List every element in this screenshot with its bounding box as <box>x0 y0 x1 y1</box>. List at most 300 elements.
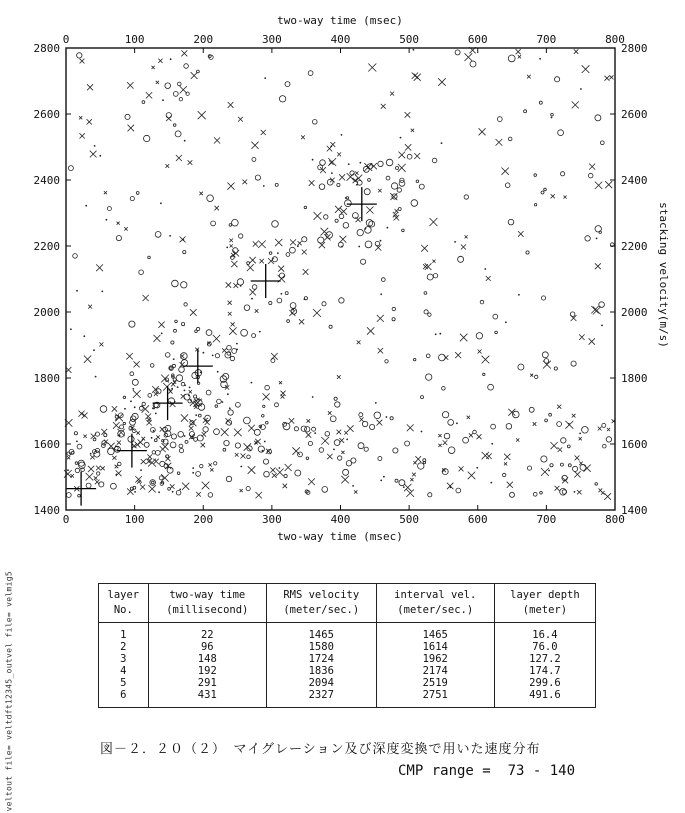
scatter-cross-marker <box>136 431 139 434</box>
scatter-cross-marker <box>256 492 262 498</box>
scatter-dot-marker <box>240 285 242 287</box>
scatter-circle-marker <box>493 314 498 319</box>
scatter-circle-marker <box>269 301 272 304</box>
scatter-cross-marker <box>430 218 438 226</box>
scatter-cross-marker <box>502 168 509 175</box>
scatter-dot-marker <box>435 333 437 335</box>
scatter-circle-marker <box>230 356 234 360</box>
scatter-dot-marker <box>279 467 281 469</box>
scatter-cross-marker <box>247 264 254 271</box>
scatter-circle-marker <box>426 374 432 380</box>
scatter-cross-marker <box>272 473 277 478</box>
scatter-cross-marker <box>302 250 307 255</box>
scatter-circle-marker <box>104 434 107 437</box>
scatter-cross-marker <box>504 462 507 465</box>
scatter-circle-marker <box>107 207 111 211</box>
scatter-cross-marker <box>279 381 282 384</box>
scatter-circle-marker <box>283 422 287 426</box>
scatter-circle-marker <box>196 472 201 477</box>
scatter-cross-marker <box>90 151 97 158</box>
scatter-circle-marker <box>176 375 183 382</box>
scatter-circle-marker <box>329 325 332 328</box>
scatter-dot-marker <box>171 388 173 390</box>
header-layer: layer No. <box>99 584 149 623</box>
scatter-dot-marker <box>124 408 126 410</box>
x-tick-label-bottom: 100 <box>124 513 145 526</box>
scatter-dot-marker <box>172 491 174 493</box>
scatter-cross-marker <box>134 361 140 367</box>
scatter-cross-marker <box>96 466 101 471</box>
scatter-dot-marker <box>297 245 299 247</box>
scatter-circle-marker <box>179 449 183 453</box>
scatter-cross-marker <box>88 305 92 309</box>
scatter-dot-marker <box>454 241 456 243</box>
scatter-circle-marker <box>132 379 138 385</box>
scatter-cross-marker <box>438 434 441 437</box>
scatter-circle-marker <box>503 473 506 476</box>
scatter-cross-marker <box>263 393 270 400</box>
scatter-circle-marker <box>567 445 570 448</box>
scatter-cross-marker <box>306 432 312 438</box>
scatter-cross-marker <box>231 261 237 267</box>
scatter-circle-marker <box>237 279 243 285</box>
scatter-circle-marker <box>442 387 446 391</box>
scatter-cross-marker <box>303 269 309 275</box>
scatter-circle-marker <box>544 359 549 364</box>
scatter-cross-marker <box>595 182 602 189</box>
scatter-circle-marker <box>325 432 330 437</box>
scatter-circle-marker <box>456 488 461 493</box>
scatter-cross-marker <box>270 468 275 473</box>
scatter-dot-marker <box>85 205 87 207</box>
scatter-cross-marker <box>330 178 335 183</box>
scatter-cross-marker <box>227 183 234 190</box>
scatter-cross-marker <box>96 264 103 271</box>
scatter-circle-marker <box>178 432 184 438</box>
scatter-cross-marker <box>405 112 411 118</box>
scatter-cross-marker <box>90 455 94 459</box>
scatter-circle-marker <box>308 71 313 76</box>
y-tick-label-right: 2800 <box>621 42 648 55</box>
scatter-circle-marker <box>463 437 469 443</box>
scatter-circle-marker <box>392 318 395 321</box>
scatter-cross-marker <box>64 470 72 478</box>
scatter-dot-marker <box>153 408 155 410</box>
scatter-circle-marker <box>304 206 307 209</box>
scatter-dot-marker <box>312 396 314 398</box>
scatter-dot-marker <box>312 159 314 161</box>
scatter-dot-marker <box>184 140 186 142</box>
scatter-cross-marker <box>407 424 414 431</box>
scatter-dot-marker <box>596 238 598 240</box>
y-tick-label-right: 2200 <box>621 240 648 253</box>
scatter-circle-marker <box>175 320 178 323</box>
scatter-dot-marker <box>94 145 96 147</box>
scatter-cross-marker <box>516 49 521 54</box>
scatter-cross-marker <box>94 476 98 480</box>
scatter-circle-marker <box>173 92 178 97</box>
scatter-cross-marker <box>390 92 394 96</box>
scatter-circle-marker <box>351 458 356 463</box>
scatter-circle-marker <box>534 174 537 177</box>
scatter-dot-marker <box>160 202 162 204</box>
scatter-dot-marker <box>184 435 186 437</box>
scatter-cross-marker <box>551 194 555 198</box>
scatter-circle-marker <box>252 285 257 290</box>
scatter-cross-marker <box>221 428 229 436</box>
scatter-dot-marker <box>539 58 541 60</box>
scatter-cross-marker <box>330 142 335 147</box>
scatter-cross-marker <box>228 312 232 316</box>
scatter-circle-marker <box>130 420 136 426</box>
scatter-circle-marker <box>166 113 171 118</box>
scatter-cross-marker <box>412 73 418 79</box>
plot-frame <box>66 48 615 510</box>
scatter-circle-marker <box>264 471 270 477</box>
scatter-circle-marker <box>426 354 430 358</box>
scatter-circle-marker <box>150 480 156 486</box>
scatter-cross-marker <box>423 264 428 269</box>
scatter-circle-marker <box>279 96 285 102</box>
scatter-cross-marker <box>399 152 406 159</box>
scatter-cross-marker <box>115 465 119 469</box>
scatter-dot-marker <box>574 491 576 493</box>
scatter-dot-marker <box>568 423 570 425</box>
scatter-cross-marker <box>166 164 170 168</box>
scatter-cross-marker <box>209 463 212 466</box>
x-tick-label-bottom: 400 <box>330 513 351 526</box>
scatter-cross-marker <box>229 239 233 243</box>
scatter-cross-marker <box>283 484 288 489</box>
scatter-circle-marker <box>165 378 169 382</box>
scatter-dot-marker <box>380 240 382 242</box>
scatter-circle-marker <box>123 396 125 398</box>
scatter-dot-marker <box>148 461 150 463</box>
scatter-cross-marker <box>249 289 256 296</box>
scatter-cross-marker <box>309 180 315 186</box>
cmp-range-label: CMP range = 73 - 140 <box>398 763 576 779</box>
scatter-circle-marker <box>277 298 282 303</box>
scatter-cross-marker <box>551 442 558 449</box>
scatter-dot-marker <box>360 162 362 164</box>
scatter-cross-marker <box>180 237 186 243</box>
scatter-cross-marker <box>126 353 133 360</box>
scatter-cross-marker <box>140 485 145 490</box>
scatter-cross-marker <box>486 453 492 459</box>
scatter-cross-marker <box>117 441 121 445</box>
scatter-circle-marker <box>585 236 590 241</box>
scatter-cross-marker <box>516 438 519 441</box>
scatter-dot-marker <box>177 386 179 388</box>
scatter-circle-marker <box>75 462 78 465</box>
scatter-circle-marker <box>232 219 239 226</box>
scatter-circle-marker <box>595 483 598 486</box>
scatter-circle-marker <box>152 481 155 484</box>
scatter-circle-marker <box>419 184 424 189</box>
scatter-cross-marker <box>308 478 315 485</box>
scatter-dot-marker <box>386 416 388 418</box>
scatter-cross-marker <box>210 468 213 471</box>
scatter-circle-marker <box>539 101 542 104</box>
scatter-cross-marker <box>290 239 296 245</box>
scatter-circle-marker <box>286 253 290 257</box>
scatter-circle-marker <box>483 373 485 375</box>
scatter-cross-marker <box>108 443 115 450</box>
scatter-dot-marker <box>413 49 415 51</box>
scatter-dot-marker <box>101 291 103 293</box>
x-tick-label-top: 0 <box>62 33 70 46</box>
scatter-circle-marker <box>200 464 203 467</box>
scatter-circle-marker <box>244 305 250 311</box>
scatter-circle-marker <box>73 254 78 259</box>
scatter-cross-marker <box>438 444 441 447</box>
scatter-dot-marker <box>222 401 224 403</box>
scatter-circle-marker <box>215 405 218 408</box>
scatter-circle-marker <box>395 479 398 482</box>
scatter-circle-marker <box>139 270 144 275</box>
scatter-circle-marker <box>324 215 328 219</box>
x-tick-label-bottom: 600 <box>467 513 488 526</box>
scatter-circle-marker <box>455 50 460 55</box>
scatter-dot-marker <box>333 449 335 451</box>
scatter-cross-marker <box>289 418 294 423</box>
scatter-cross-marker <box>337 375 341 379</box>
scatter-cross-marker <box>589 338 595 344</box>
x-tick-label-top: 600 <box>467 33 488 46</box>
scatter-cross-marker <box>299 319 304 324</box>
scatter-cross-marker <box>507 482 513 488</box>
scatter-circle-marker <box>444 433 450 439</box>
scatter-circle-marker <box>173 378 176 381</box>
y-tick-label-right: 1600 <box>621 438 648 451</box>
scatter-circle-marker <box>535 375 538 378</box>
scatter-cross-marker <box>604 493 611 500</box>
scatter-circle-marker <box>427 274 433 280</box>
scatter-cross-marker <box>572 414 576 418</box>
scatter-cross-marker <box>479 128 486 135</box>
scatter-dot-marker <box>551 117 553 119</box>
scatter-circle-marker <box>386 176 390 180</box>
scatter-cross-marker <box>124 227 127 230</box>
scatter-cross-marker <box>455 352 461 358</box>
scatter-cross-marker <box>360 417 364 421</box>
scatter-cross-marker <box>410 478 413 481</box>
scatter-dot-marker <box>140 469 142 471</box>
scatter-cross-marker <box>231 322 235 326</box>
scatter-circle-marker <box>313 120 318 125</box>
scatter-circle-marker <box>125 114 130 119</box>
x-tick-label-bottom: 200 <box>193 513 214 526</box>
scatter-circle-marker <box>602 423 606 427</box>
scatter-cross-marker <box>421 245 428 252</box>
scatter-cross-marker <box>575 456 580 461</box>
scatter-circle-marker <box>198 414 201 417</box>
scatter-dot-marker <box>184 390 186 392</box>
scatter-circle-marker <box>508 137 512 141</box>
scatter-dot-marker <box>346 439 348 441</box>
scatter-circle-marker <box>510 492 515 497</box>
scatter-dot-marker <box>170 58 172 60</box>
scatter-cross-marker <box>465 235 468 238</box>
scatter-dot-marker <box>380 293 382 295</box>
scatter-circle-marker <box>396 167 399 170</box>
scatter-circle-marker <box>448 447 455 454</box>
scatter-circle-marker <box>375 241 379 245</box>
top-axis-title: two-way time (msec) <box>277 14 403 27</box>
x-tick-label-top: 800 <box>605 33 625 46</box>
scatter-circle-marker <box>335 402 340 407</box>
scatter-cross-marker <box>579 334 585 340</box>
scatter-cross-marker <box>301 135 305 139</box>
scatter-circle-marker <box>290 247 296 253</box>
scatter-dot-marker <box>314 432 316 434</box>
scatter-dot-marker <box>179 489 181 491</box>
scatter-cross-marker <box>478 350 482 354</box>
scatter-circle-marker <box>393 448 398 453</box>
scatter-circle-marker <box>568 464 571 467</box>
scatter-dot-marker <box>132 388 134 390</box>
scatter-cross-marker <box>460 334 468 342</box>
scatter-circle-marker <box>322 302 326 306</box>
scatter-circle-marker <box>99 482 104 487</box>
scatter-circle-marker <box>421 396 424 399</box>
scatter-cross-marker <box>530 374 533 377</box>
scatter-circle-marker <box>142 101 145 104</box>
scatter-circle-marker <box>229 224 232 227</box>
scatter-circle-marker <box>179 367 185 373</box>
scatter-circle-marker <box>175 131 181 137</box>
scatter-circle-marker <box>390 417 393 420</box>
scatter-dot-marker <box>476 467 478 469</box>
scatter-circle-marker <box>252 334 256 338</box>
scatter-circle-marker <box>186 92 189 95</box>
scatter-circle-marker <box>541 456 547 462</box>
scatter-circle-marker <box>120 425 124 429</box>
scatter-circle-marker <box>599 302 605 308</box>
scatter-circle-marker <box>397 188 401 192</box>
scatter-circle-marker <box>150 364 154 368</box>
scatter-cross-marker <box>153 459 158 464</box>
scatter-circle-marker <box>541 296 545 300</box>
scatter-cross-marker <box>189 390 192 393</box>
scatter-circle-marker <box>416 180 419 183</box>
scatter-circle-marker <box>165 83 171 89</box>
table-row: 5 291 2094 2519 299.6 <box>99 677 596 689</box>
scatter-cross-marker <box>584 465 591 472</box>
scatter-dot-marker <box>90 453 92 455</box>
scatter-circle-marker <box>155 232 161 238</box>
scatter-cross-marker <box>235 453 239 457</box>
scatter-dot-marker <box>383 476 385 478</box>
scatter-cross-marker <box>189 426 194 431</box>
scatter-circle-marker <box>458 256 464 262</box>
scatter-cross-marker <box>261 130 266 135</box>
scatter-dot-marker <box>153 430 155 432</box>
scatter-dot-marker <box>264 441 266 443</box>
scatter-circle-marker <box>527 466 531 470</box>
table-row: 2 96 1580 1614 76.0 <box>99 641 596 653</box>
scatter-cross-marker <box>368 64 376 72</box>
scatter-cross-marker <box>80 133 85 138</box>
scatter-circle-marker <box>255 175 260 180</box>
y-tick-label-left: 2400 <box>33 174 60 187</box>
scatter-cross-marker <box>152 66 155 69</box>
scatter-circle-marker <box>573 466 578 471</box>
scatter-dot-marker <box>441 142 443 144</box>
scatter-circle-marker <box>505 183 510 188</box>
scatter-dot-marker <box>348 163 350 165</box>
scatter-cross-marker <box>253 241 258 246</box>
x-tick-label-bottom: 700 <box>536 513 557 526</box>
header-rms-velocity: RMS velocity (meter/sec.) <box>266 584 376 623</box>
scatter-cross-marker <box>564 196 567 199</box>
scatter-circle-marker <box>529 407 534 412</box>
scatter-dot-marker <box>106 219 108 221</box>
scatter-circle-marker <box>176 490 181 495</box>
scatter-dot-marker <box>240 466 242 468</box>
scatter-cross-marker <box>95 480 100 485</box>
scatter-dot-marker <box>601 325 603 327</box>
scatter-dot-marker <box>192 472 194 474</box>
scatter-circle-marker <box>228 410 233 415</box>
scatter-circle-marker <box>179 444 183 448</box>
scatter-cross-marker <box>233 283 238 288</box>
scatter-circle-marker <box>549 413 552 416</box>
scatter-circle-marker <box>197 70 200 73</box>
scatter-circle-marker <box>433 274 437 278</box>
scatter-cross-marker <box>341 451 344 454</box>
scatter-circle-marker <box>181 353 188 360</box>
scatter-circle-marker <box>339 298 344 303</box>
scatter-dot-marker <box>251 382 253 384</box>
scatter-dot-marker <box>580 88 582 90</box>
scatter-circle-marker <box>424 292 427 295</box>
scatter-cross-marker <box>154 392 158 396</box>
scatter-dot-marker <box>155 413 157 415</box>
scatter-circle-marker <box>86 483 91 488</box>
scatter-circle-marker <box>214 429 220 435</box>
scatter-dot-marker <box>251 298 253 300</box>
header-interval-velocity: interval vel. (meter/sec.) <box>376 584 494 623</box>
y-tick-label-left: 2200 <box>33 240 60 253</box>
scatter-cross-marker <box>87 119 92 124</box>
scatter-circle-marker <box>470 61 476 67</box>
scatter-cross-marker <box>609 75 613 79</box>
scatter-cross-marker <box>367 327 374 334</box>
scatter-circle-marker <box>374 412 381 419</box>
scatter-dot-marker <box>456 422 458 424</box>
scatter-cross-marker <box>565 421 573 429</box>
scatter-circle-marker <box>66 493 71 498</box>
scatter-circle-marker <box>491 424 496 429</box>
scatter-dot-marker <box>134 406 136 408</box>
scatter-circle-marker <box>319 448 324 453</box>
scatter-circle-marker <box>266 421 269 424</box>
scatter-cross-marker <box>292 447 300 455</box>
scatter-dot-marker <box>331 172 333 174</box>
scatter-cross-marker <box>337 152 341 156</box>
scatter-cross-marker <box>577 490 581 494</box>
scatter-cross-marker <box>182 483 189 490</box>
scatter-circle-marker <box>560 463 563 466</box>
scatter-cross-marker <box>486 276 491 281</box>
scatter-cross-marker <box>161 474 168 481</box>
scatter-dot-marker <box>548 470 550 472</box>
scatter-circle-marker <box>128 436 134 442</box>
scatter-cross-marker <box>86 473 94 481</box>
figure-caption: 図－２．２０（２） マイグレーション及び深度変換で用いた速度分布 <box>100 742 541 757</box>
scatter-cross-marker <box>381 104 386 109</box>
